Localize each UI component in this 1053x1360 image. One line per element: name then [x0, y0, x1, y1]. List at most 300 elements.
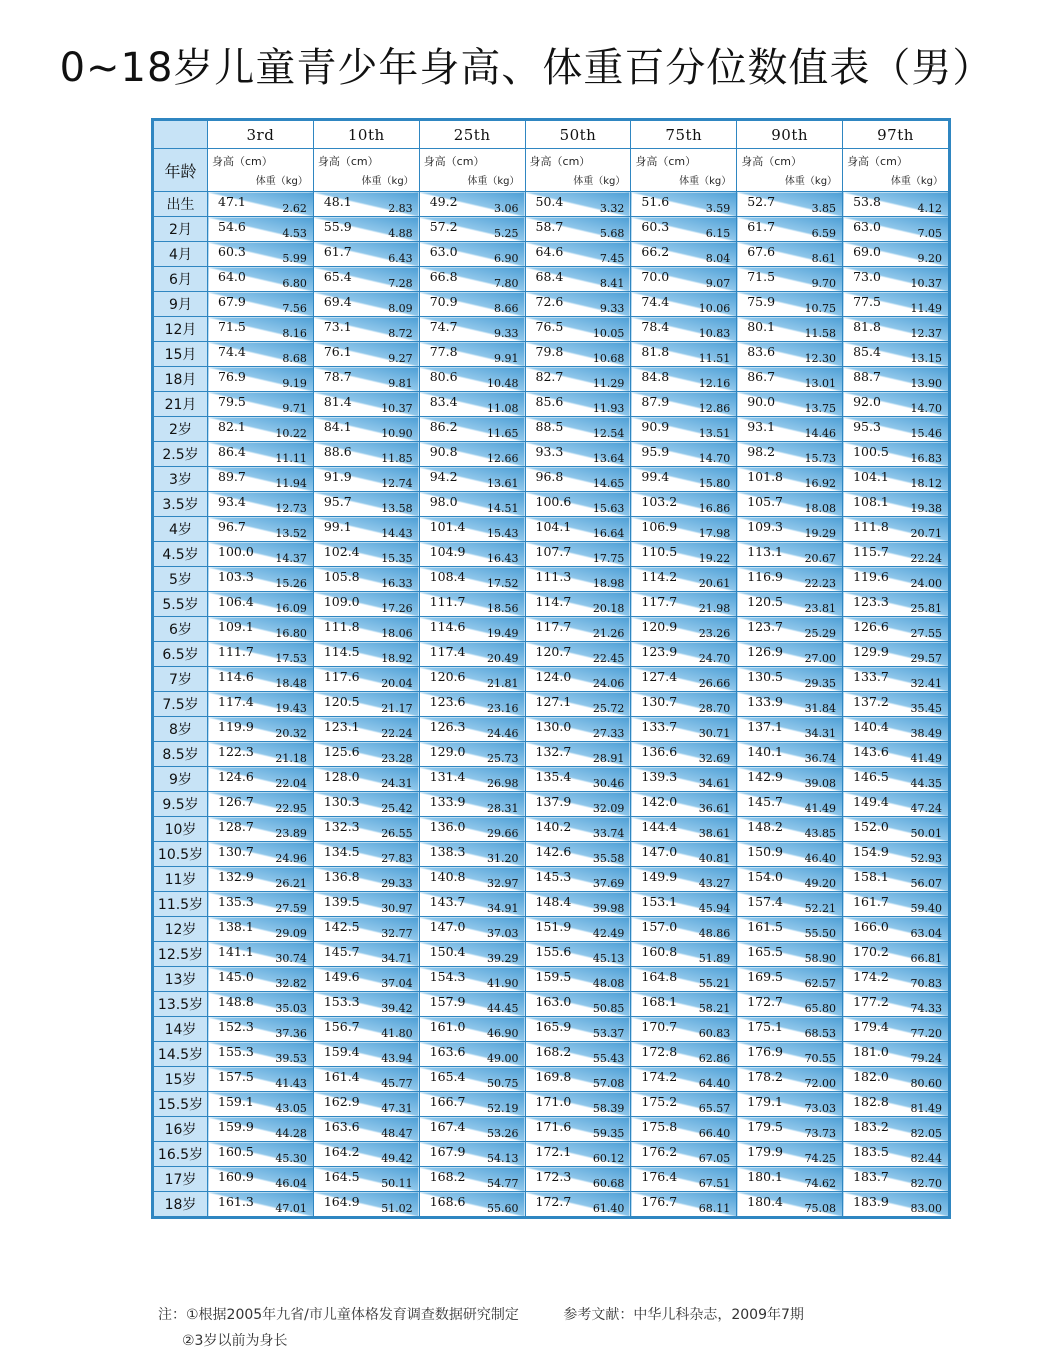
weight-value: 23.16 [487, 702, 519, 715]
height-value: 94.2 [429, 469, 458, 484]
height-value: 140.4 [853, 719, 889, 734]
age-cell: 13岁 [154, 967, 208, 992]
height-value: 109.0 [323, 594, 360, 609]
value-cell [631, 467, 737, 492]
value-cell [419, 992, 525, 1017]
weight-value: 39.42 [381, 1002, 413, 1015]
value-cell [737, 242, 843, 267]
weight-value: 25.29 [804, 627, 837, 640]
value-cell [843, 417, 949, 442]
height-value: 137.2 [853, 694, 889, 709]
weight-value: 19.29 [804, 527, 837, 540]
weight-value: 13.01 [804, 377, 837, 390]
value-cell [631, 1092, 737, 1117]
height-value: 90.9 [641, 419, 670, 434]
table-row [154, 1092, 949, 1117]
value-cell [419, 192, 525, 217]
height-value: 79.5 [218, 394, 246, 409]
weight-value: 20.04 [381, 677, 413, 690]
value-cell [525, 992, 631, 1017]
age-cell: 13.5岁 [154, 992, 208, 1017]
height-value: 172.3 [535, 1169, 572, 1184]
page-title: 0~18岁儿童青少年身高、体重百分位数值表（男） [59, 45, 994, 91]
weight-value: 22.45 [592, 652, 625, 665]
value-cell [313, 392, 419, 417]
height-value: 99.1 [323, 519, 352, 534]
height-value: 69.4 [323, 294, 352, 309]
age-cell: 11岁 [154, 867, 208, 892]
height-value: 177.2 [853, 994, 889, 1009]
table-row [154, 392, 949, 417]
height-value: 74.7 [429, 319, 458, 334]
weight-value: 43.27 [698, 877, 731, 890]
value-cell [843, 1017, 949, 1042]
height-value: 119.6 [853, 569, 889, 584]
height-value: 138.1 [218, 919, 254, 934]
value-cell [631, 1167, 737, 1192]
age-cell: 21月 [154, 392, 208, 417]
value-cell [419, 1117, 525, 1142]
height-value: 74.4 [218, 344, 246, 359]
value-cell [208, 867, 314, 892]
weight-value: 43.05 [275, 1102, 307, 1115]
weight-value: 73.03 [804, 1102, 837, 1115]
value-cell [525, 617, 631, 642]
weight-value: 21.98 [698, 602, 731, 615]
value-cell [843, 492, 949, 517]
value-cell [419, 442, 525, 467]
weight-value: 31.84 [804, 702, 837, 715]
height-value: 117.4 [429, 644, 466, 659]
reference-citation: 参考文献：中华儿科杂志，2009年7期 [563, 1307, 804, 1323]
height-value: 119.9 [218, 719, 254, 734]
height-value: 101.8 [747, 469, 784, 484]
weight-value: 10.06 [698, 302, 731, 315]
height-weight-header [525, 149, 631, 192]
value-cell [208, 817, 314, 842]
height-value: 168.2 [535, 1044, 572, 1059]
weight-unit-label: 体重（kg） [890, 176, 943, 187]
weight-value: 18.08 [804, 502, 837, 515]
value-cell [737, 467, 843, 492]
height-value: 100.0 [218, 544, 254, 559]
value-cell [631, 1192, 737, 1217]
height-value: 168.1 [641, 994, 678, 1009]
value-cell [419, 842, 525, 867]
value-cell [843, 392, 949, 417]
value-cell [631, 1017, 737, 1042]
value-cell [419, 892, 525, 917]
height-value: 69.0 [853, 244, 881, 259]
value-cell [843, 442, 949, 467]
height-value: 104.1 [535, 519, 572, 534]
height-value: 178.2 [747, 1069, 784, 1084]
weight-value: 16.83 [910, 452, 942, 465]
height-value: 52.7 [747, 194, 776, 209]
weight-value: 39.53 [275, 1052, 307, 1065]
height-value: 166.7 [429, 1094, 466, 1109]
height-value: 93.4 [218, 494, 246, 509]
height-value: 111.8 [323, 619, 360, 634]
weight-value: 43.85 [804, 827, 837, 840]
weight-value: 27.33 [592, 727, 625, 740]
age-cell: 3岁 [154, 467, 208, 492]
height-value: 100.5 [853, 444, 889, 459]
weight-value: 22.23 [804, 577, 837, 590]
table-row [154, 617, 949, 642]
value-cell [313, 342, 419, 367]
value-cell [313, 942, 419, 967]
height-value: 171.6 [535, 1119, 572, 1134]
weight-value: 46.04 [275, 1177, 307, 1190]
value-cell [737, 317, 843, 342]
value-cell [843, 767, 949, 792]
value-cell [313, 492, 419, 517]
age-cell: 9岁 [154, 767, 208, 792]
weight-value: 9.33 [494, 327, 519, 340]
weight-value: 74.62 [804, 1177, 837, 1190]
value-cell [419, 742, 525, 767]
value-cell [208, 1067, 314, 1092]
value-cell [737, 292, 843, 317]
weight-unit-label: 体重（kg） [784, 176, 838, 187]
value-cell [737, 642, 843, 667]
height-value: 159.5 [535, 969, 572, 984]
weight-value: 9.81 [388, 377, 413, 390]
age-cell: 5.5岁 [154, 592, 208, 617]
age-cell: 7岁 [154, 667, 208, 692]
height-value: 55.9 [323, 219, 352, 234]
height-value: 130.7 [218, 844, 254, 859]
value-cell [737, 192, 843, 217]
height-weight-header [737, 149, 843, 192]
table-row [154, 917, 949, 942]
height-value: 106.9 [641, 519, 678, 534]
weight-value: 29.66 [487, 827, 519, 840]
table-row [154, 592, 949, 617]
height-value: 179.9 [747, 1144, 784, 1159]
height-value: 168.6 [429, 1194, 466, 1209]
weight-value: 11.51 [698, 352, 731, 365]
table-row [154, 667, 949, 692]
weight-value: 18.06 [381, 627, 413, 640]
weight-value: 72.00 [804, 1077, 837, 1090]
height-value: 88.7 [853, 369, 881, 384]
weight-value: 34.71 [381, 952, 413, 965]
height-value: 157.9 [429, 994, 466, 1009]
height-value: 120.7 [535, 644, 572, 659]
height-value: 176.9 [747, 1044, 784, 1059]
weight-value: 50.01 [910, 827, 942, 840]
value-cell [631, 667, 737, 692]
weight-value: 12.54 [592, 427, 625, 440]
value-cell [843, 242, 949, 267]
height-value: 81.8 [641, 344, 670, 359]
weight-value: 9.27 [388, 352, 413, 365]
weight-value: 32.69 [698, 752, 731, 765]
age-cell: 16.5岁 [154, 1142, 208, 1167]
weight-value: 50.75 [487, 1077, 519, 1090]
height-value: 70.9 [429, 294, 458, 309]
value-cell [525, 517, 631, 542]
height-value: 51.6 [641, 194, 670, 209]
weight-value: 18.92 [381, 652, 413, 665]
weight-value: 47.31 [381, 1102, 413, 1115]
weight-value: 8.09 [388, 302, 413, 315]
value-cell [313, 367, 419, 392]
height-value: 96.8 [535, 469, 564, 484]
value-cell [313, 1192, 419, 1217]
value-cell [843, 842, 949, 867]
value-cell [631, 917, 737, 942]
value-cell [843, 267, 949, 292]
value-cell [419, 817, 525, 842]
height-value: 108.1 [853, 494, 889, 509]
height-value: 103.3 [218, 569, 254, 584]
height-value: 104.1 [853, 469, 889, 484]
weight-value: 6.43 [388, 252, 413, 265]
percentile-header: 97th [843, 121, 949, 149]
value-cell [525, 967, 631, 992]
height-value: 114.2 [641, 569, 678, 584]
height-value: 95.3 [853, 419, 881, 434]
value-cell [525, 642, 631, 667]
weight-value: 60.68 [592, 1177, 625, 1190]
value-cell [525, 867, 631, 892]
height-value: 86.4 [218, 444, 246, 459]
value-cell [843, 867, 949, 892]
weight-value: 41.43 [275, 1077, 307, 1090]
weight-value: 20.67 [804, 552, 837, 565]
weight-value: 7.05 [917, 227, 942, 240]
value-cell [631, 817, 737, 842]
value-cell [419, 492, 525, 517]
height-value: 66.8 [429, 269, 458, 284]
table-row [154, 942, 949, 967]
height-value: 61.7 [747, 219, 776, 234]
weight-value: 26.98 [487, 777, 519, 790]
age-cell: 2岁 [154, 417, 208, 442]
percentile-header: 75th [631, 121, 737, 149]
height-value: 175.1 [747, 1019, 784, 1034]
height-value: 176.7 [641, 1194, 678, 1209]
value-cell [525, 492, 631, 517]
value-cell [419, 1192, 525, 1217]
weight-value: 50.11 [381, 1177, 413, 1190]
height-value: 123.9 [641, 644, 678, 659]
height-value: 81.4 [323, 394, 352, 409]
height-value: 161.7 [853, 894, 889, 909]
value-cell [208, 717, 314, 742]
value-cell [737, 792, 843, 817]
value-cell [419, 1142, 525, 1167]
height-value: 57.2 [429, 219, 458, 234]
weight-value: 9.07 [705, 277, 731, 290]
value-cell [631, 317, 737, 342]
height-value: 154.0 [747, 869, 784, 884]
table-row [154, 1167, 949, 1192]
age-cell: 17岁 [154, 1167, 208, 1192]
weight-value: 70.83 [910, 977, 942, 990]
value-cell [208, 642, 314, 667]
value-cell [208, 267, 314, 292]
height-value: 141.1 [218, 944, 254, 959]
age-cell: 15.5岁 [154, 1092, 208, 1117]
weight-value: 31.20 [487, 852, 519, 865]
height-value: 82.1 [218, 419, 246, 434]
value-cell [208, 1117, 314, 1142]
height-value: 135.3 [218, 894, 254, 909]
height-value: 120.5 [747, 594, 784, 609]
weight-value: 14.37 [275, 552, 307, 565]
value-cell [737, 367, 843, 392]
weight-value: 49.00 [487, 1052, 519, 1065]
value-cell [843, 1142, 949, 1167]
height-value: 107.7 [535, 544, 572, 559]
weight-value: 48.47 [381, 1127, 413, 1140]
age-cell: 6月 [154, 267, 208, 292]
value-cell [313, 1042, 419, 1067]
height-value: 154.9 [853, 844, 889, 859]
value-cell [843, 342, 949, 367]
height-value: 133.9 [747, 694, 784, 709]
value-cell [525, 792, 631, 817]
height-unit-label: 身高（cm） [423, 155, 485, 168]
weight-value: 4.88 [388, 227, 413, 240]
height-value: 76.1 [323, 344, 352, 359]
weight-value: 9.33 [599, 302, 625, 315]
weight-value: 12.74 [381, 477, 413, 490]
height-value: 79.8 [535, 344, 564, 359]
height-value: 182.8 [853, 1094, 889, 1109]
weight-unit-label: 体重（kg） [361, 176, 414, 187]
height-value: 174.2 [853, 969, 889, 984]
height-value: 142.0 [641, 794, 678, 809]
table-row [154, 292, 949, 317]
value-cell [419, 392, 525, 417]
value-cell [313, 1167, 419, 1192]
table-row [154, 1042, 949, 1067]
height-value: 148.8 [218, 994, 254, 1009]
weight-value: 9.71 [282, 402, 307, 415]
weight-value: 47.01 [275, 1202, 307, 1215]
weight-value: 41.80 [381, 1027, 413, 1040]
height-value: 154.3 [429, 969, 466, 984]
weight-value: 41.49 [804, 802, 837, 815]
height-value: 93.3 [535, 444, 564, 459]
height-value: 164.9 [323, 1194, 360, 1209]
value-cell [208, 342, 314, 367]
weight-value: 37.03 [487, 927, 519, 940]
weight-value: 61.40 [592, 1202, 625, 1215]
height-value: 133.9 [429, 794, 466, 809]
value-cell [737, 1142, 843, 1167]
table-row [154, 767, 949, 792]
table-row [154, 342, 949, 367]
weight-value: 51.02 [381, 1202, 413, 1215]
height-value: 132.9 [218, 869, 254, 884]
height-value: 146.5 [853, 769, 889, 784]
value-cell [525, 567, 631, 592]
age-cell: 10.5岁 [154, 842, 208, 867]
height-value: 129.0 [429, 744, 466, 759]
weight-value: 81.49 [910, 1102, 942, 1115]
weight-value: 20.32 [275, 727, 307, 740]
weight-value: 8.04 [705, 252, 731, 265]
height-value: 162.9 [323, 1094, 360, 1109]
weight-value: 13.90 [910, 377, 942, 390]
weight-value: 25.42 [381, 802, 413, 815]
value-cell [525, 767, 631, 792]
percentile-header-row [154, 121, 949, 149]
value-cell [737, 617, 843, 642]
value-cell [737, 867, 843, 892]
percentile-header: 50th [525, 121, 631, 149]
height-value: 63.0 [853, 219, 881, 234]
value-cell [631, 242, 737, 267]
value-cell [525, 892, 631, 917]
value-cell [737, 842, 843, 867]
weight-value: 44.45 [487, 1002, 519, 1015]
weight-value: 19.22 [698, 552, 731, 565]
value-cell [208, 517, 314, 542]
height-value: 87.9 [641, 394, 670, 409]
value-cell [843, 1092, 949, 1117]
weight-value: 23.81 [804, 602, 837, 615]
height-value: 93.1 [747, 419, 776, 434]
height-value: 157.4 [747, 894, 784, 909]
value-cell [737, 1042, 843, 1067]
weight-unit-label: 体重（kg） [467, 176, 520, 187]
weight-value: 15.80 [698, 477, 731, 490]
age-column-header: 年龄 [154, 149, 208, 192]
weight-value: 6.59 [811, 227, 837, 240]
weight-value: 18.98 [592, 577, 625, 590]
weight-value: 8.68 [282, 352, 307, 365]
weight-value: 16.64 [592, 527, 625, 540]
value-cell [419, 642, 525, 667]
value-cell [843, 692, 949, 717]
height-value: 158.1 [853, 869, 889, 884]
height-value: 142.9 [747, 769, 784, 784]
value-cell [525, 417, 631, 442]
footnote-1: 注：①根据2005年九省/市儿童体格发育调查数据研究制定 [158, 1307, 519, 1323]
value-cell [525, 342, 631, 367]
weight-value: 21.81 [487, 677, 519, 690]
age-cell: 4.5岁 [154, 542, 208, 567]
value-cell [631, 517, 737, 542]
weight-value: 4.12 [917, 202, 942, 215]
weight-value: 14.51 [487, 502, 519, 515]
weight-value: 48.86 [698, 927, 731, 940]
weight-value: 9.19 [282, 377, 307, 390]
weight-value: 24.46 [487, 727, 519, 740]
weight-unit-label: 体重（kg） [573, 176, 626, 187]
value-cell [525, 917, 631, 942]
weight-value: 21.17 [381, 702, 413, 715]
value-cell [631, 617, 737, 642]
weight-value: 3.06 [494, 202, 519, 215]
age-cell: 10岁 [154, 817, 208, 842]
height-value: 50.4 [535, 194, 564, 209]
weight-value: 15.46 [910, 427, 942, 440]
weight-value: 30.97 [381, 902, 413, 915]
value-cell [313, 992, 419, 1017]
weight-value: 7.56 [282, 302, 307, 315]
weight-value: 20.61 [698, 577, 731, 590]
height-value: 106.4 [218, 594, 254, 609]
weight-value: 17.53 [275, 652, 307, 665]
